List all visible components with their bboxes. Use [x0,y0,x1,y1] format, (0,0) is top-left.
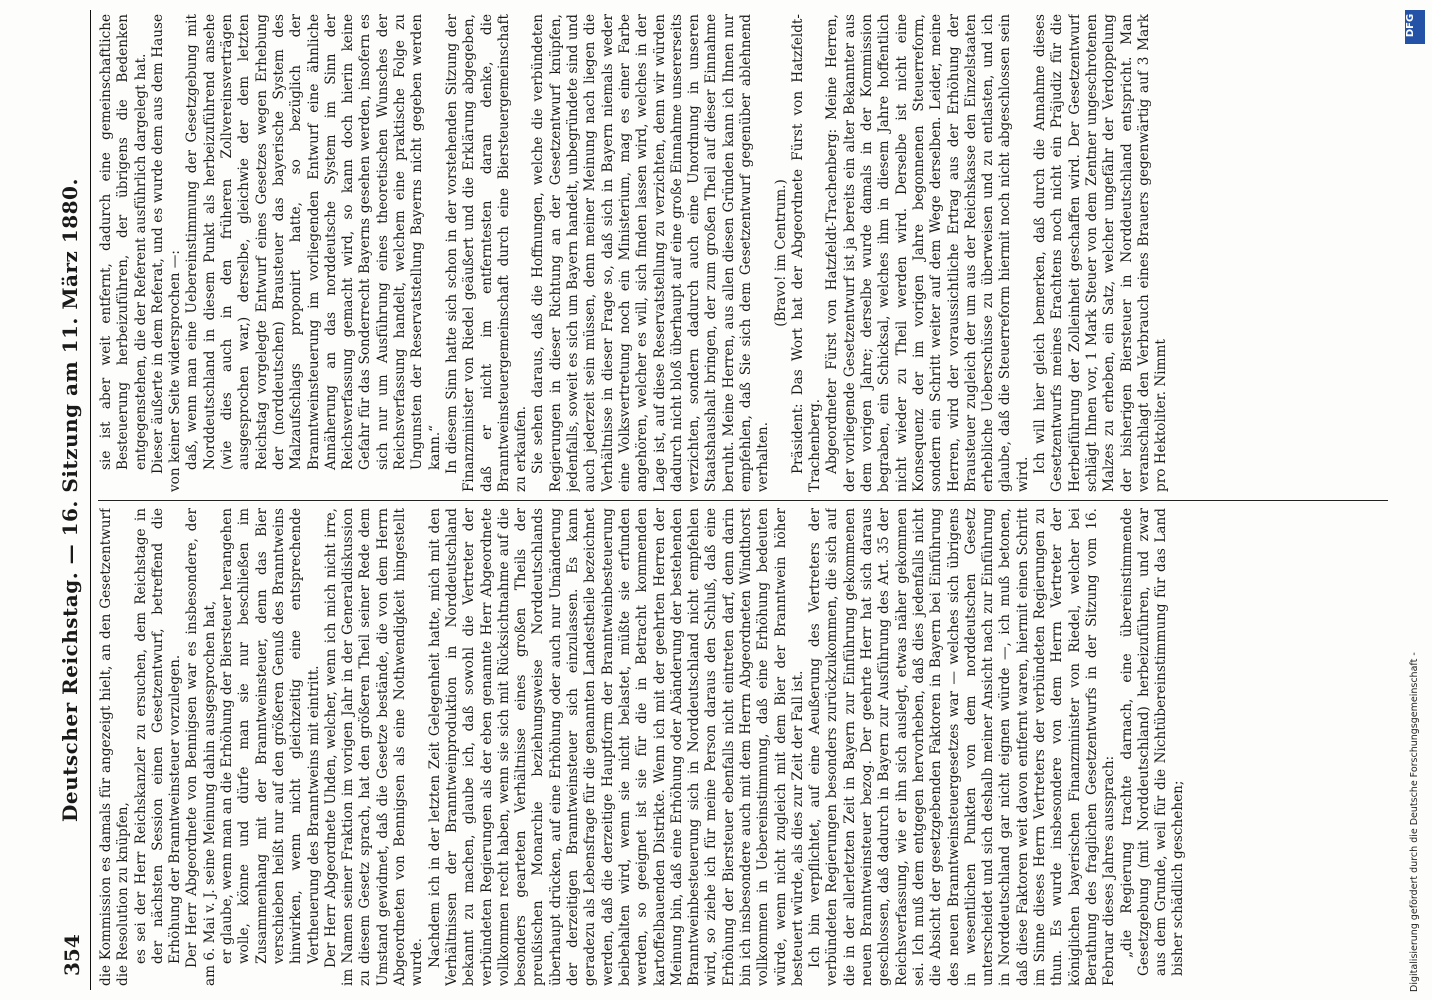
paragraph: Ich bin verpflichtet, auf eine Aeußerung des Vertreters der verbündeten Regierungen besonders zurückzukommen, die sich auf die in der allerletzten Zeit in Bayern zur Einführung gekommenen neuen Branntweinsteuer bezog. Der geehrte Herr hat sich daraus geschlossen, daß dadurch in Bayern zur Ausführung des Art. 35 der Reichsverfassung, wie er ihn sich auslegt, etwas näher gekommen sei. Ich muß dem entgegen hervorheben, daß dies jedenfalls nicht die Absicht der gesetzgebenden Faktoren in Bayern bei Einführung des neuen Branntweinsteuergesetzes war — welches sich übrigens in wesentlichen Punkten von dem norddeutschen Gesetz unterscheidet und sich deshalb meiner Ansicht nach zur Einführung in Norddeutschland gar nicht eignen würde —, ich muß betonen, daß diese Faktoren weit davon entfernt waren, hiermit einen Schritt im Sinne dieses Herrn Vertreters der verbündeten Regierungen zu thun. Es wurde insbesondere von dem Herrn Vertreter der königlichen bayerischen Finanzminister von Riedel, welcher bei Berathung des fraglichen Gesetzentwurfs in der Sitzung vom 16. Februar dieses Jahres aussprach: [807,508,1118,986]
paragraph: Der Herr Abgeordnete Uhden, welcher, wenn ich mich nicht irre, im Namen seiner Fraktion im vorigen Jahr in der Generaldiskussion zu diesem Gesetz sprach, hat den größeren Theil seiner Rede dem Umstand gewidmet, daß die Gesetze bestände, die von dem Herrn Abgeordneten von Bennigsen als eine Nothwendigkeit hingestellt wurde. [322,508,426,986]
paragraph: Präsident: Das Wort hat der Abgeordnete Fürst von Hatzfeldt-Trachenberg. [789,14,824,492]
logo-text: DFG [1405,13,1417,38]
right-column [98,14,1393,492]
paragraph: Der Herr Abgeordnete von Bennigsen war es insbesondere, der am 6. Mai v. J. seine Meinung dahin ausgesprochen hat, [184,508,218,986]
page-number: 354 [60,934,84,976]
paragraph: es sei der Herr Reichskanzler zu ersuchen, dem Reichstage in der nächsten Session einen Gesetzentwurf, betreffend die Erhöhung der Branntweinsteuer vorzulegen. [132,508,184,964]
paragraph: Abgeordneter Fürst von Hatzfeldt-Trachenberg: Meine Herren, der vorliegende Gesetzentwurf ist ja bereits ein alter Bekannter aus dem vorigen Jahre; derselbe wurde damals in der Kommission begraben, ein Schicksal, welches ihm in diesem Jahre hoffentlich nicht wieder zu Theil werden wird. Derselbe ist nicht eine Konsequenz der im vorigen Jahre begonnenen Steuerreform, sondern ein Schritt weiter auf dem Wege derselben. Leider, meine Herren, wird der voraussichtliche Ertrag aus der Erhöhung der Brausteuer zugleich der um aus der Reichskasse den Einzelstaaten erhebliche Ueberschüsse zu überweisen und zu entlasten, und ich glaube, daß die Steuerreform hiermit noch nicht abgeschlossen sein wird. [824,14,1031,492]
digitization-credit [1402,8,1428,992]
column-rule [98,500,1388,501]
text-columns [98,10,1398,990]
credit-text: Digitalisierung gefördert durch die Deutsche Forschungsgemeinschaft - [1409,652,1420,992]
paragraph: die Kommission es damals für angezeigt hielt, an den Gesetzentwurf die Resolution zu knüpfen, [98,508,132,986]
dfg-logo [1405,10,1425,44]
paragraph: „die Regierung trachte darnach, eine übereinstimmende Gesetzgebung (mit Norddeutschland) herbeizuführen, und zwar aus dem Grunde, weil für die Nichtübereinstimmung für das Land bisher schädlich geschehen; [1118,508,1187,976]
paragraph: Dieser äußerte in dem Referat, und es wurde dem aus dem Hause von keiner Seite widersprochen —: [149,14,184,492]
running-title: Deutscher Reichstag. — 16. Sitzung am 11. März 1880. [58,178,82,822]
paragraph: daß, wenn man eine Uebereinstimmung der Gesetzgebung mit Norddeutschland in diesem Punkt als herbeizuführend ansehe (wie dies auch in den früheren Zollvereinsverträgen ausgesprochen war,) derselbe, gleichwie der dem letzten Reichstag vorgelegte Entwurf eines Gesetzes wegen Erhebung der (norddeutschen) Brausteuer das bayerische System des Malzaufschlags proponirt hatte, so bezüglich der Branntweinsteuerung im vorliegenden Entwurf eine ähnliche Annäherung an das norddeutsche System im Sinn der Reichsverfassung gemacht wird, so kann doch hierin keine Gefahr für das Sonderrecht Bayerns gesehen werden, insofern es sich nur um Ausführung eines theoretischen Wunsches der Reichsverfassung handelt, welchem eine praktische Folge zu Ungunsten der Reservatstellung Bayerns nicht gegeben werden kann.“ [184,14,443,470]
paragraph: sie ist aber weit entfernt, dadurch eine gemeinschaftliche Besteuerung herbeizuführen, der übrigens die Bedenken entgegenstehen, die der Referent ausführlich dargelegt hat. [98,14,149,470]
paragraph: In diesem Sinn hatte sich schon in der vorstehenden Sitzung der Finanzminister von Riedel geäußert und die Erklärung abgegeben, daß er nicht im entferntesten daran denke, die Branntweinsteuergemeinschaft durch eine Biersteuergemeinschaft zu erkaufen. [443,14,530,492]
applause-note: (Bravo! im Centrum.) [772,179,789,327]
left-column [98,508,1393,986]
paragraph: er glaube, wenn man an die Erhöhung der Biersteuer herangehen wolle, könne und dürfe man sie nur beschließen im Zusammenhang mit der Branntweinsteuer, denn das Bier verschieben heißt nur auf den größeren Genuß des Branntweins hinwirken, wenn nicht gleichzeitig eine entsprechende Vertheuerung des Branntweins mit eintritt. [219,508,322,964]
running-header [52,10,91,990]
paragraph: Sie sehen daraus, daß die Hoffnungen, welche die verbündeten Regierungen in dieser Richtung an der Gesetzentwurf knüpfen, jedenfalls, soweit es sich um Bayern handelt, unbegründete sind und auch jederzeit sein müssen, denn meiner Meinung nach liegen die Verhältnisse in dieser Frage so, daß sich in Bayern niemals weder eine Volksvertretung noch ein Ministerium, mag es einer Farbe angehören, welcher es will, sich finden lassen wird, welches in der Lage ist, auf diese Reservatstellung zu verzichten, denn wir würden dadurch nicht bloß überhaupt auf eine große Einnahme unsererseits verzichten, sondern dadurch auch eine Unordnung in unseren Staatshaushalt bringen, der zum großen Theil auf dieser Einnahme beruht. Meine Herren, aus allen diesen Gründen kann ich Ihnen nur empfehlen, daß Sie sich dem Gesetzentwurf gegenüber ablehnend verhalten. [530,14,772,492]
paragraph: Nachdem ich in der letzten Zeit Gelegenheit hatte, mich mit den Verhältnissen der Branntweinproduktion in Norddeutschland bekannt zu machen, glaube ich, daß sowohl die Vertreter der verbündeten Regierungen als der eben genannte Herr Abgeordnete vollkommen recht haben, wenn sie sich mit Rücksichtnahme auf die besonders gearteten Verhältnisse eines großen Theils der preußischen Monarchie beziehungsweise Norddeutschlands überhaupt drücken, auf eine Erhöhung oder auch nur Umänderung der derzeitigen Branntweinsteuer sich einzulassen. Es kann geradezu als Lebensfrage für die genannten Landestheile bezeichnet werden, daß die derzeitige Hauptform der Branntweinbesteuerung beibehalten wird, wenn sie nicht belastet, müßte sie erfunden werden, so geeignet ist sie für die in Betracht kommenden kartoffelbauenden Distrikte. Wenn ich mit der geehrten Herren der Meinung bin, daß eine Erhöhung oder Abänderung der bestehenden Branntweinbesteuerung sich in Norddeutschland nicht empfehlen wird, so ziehe ich für meine Person daraus den Schluß, daß eine Erhöhung der Biersteuer ebenfalls nicht eintreten darf, denn darin bin ich insbesondere auch mit dem Herrn Abgeordneten Windthorst vollkommen in Uebereinstimmung, daß eine Erhöhung bedeuten würde, wenn nicht zugleich mit dem Bier der Branntwein höher besteuert würde, als dies zur Zeit der Fall ist. [426,508,806,986]
paragraph: Ich will hier gleich bemerken, daß durch die Annahme dieses Gesetzentwurfs meines Erachtens noch nicht ein Präjudiz für die Herbeiführung der Zolleinheit geschaffen wird. Der Gesetzentwurf schlägt Ihnen vor, 1 Mark Steuer von dem Zentner ungeschrotenen Malzes zu erheben, ein Satz, welcher ungefähr der Verdoppelung der bisherigen Biersteuer in Norddeutschland entspricht. Man veranschlagt den Verbrauch eines Brauers gegenwärtig auf 3 Mark pro Hektoliter. Nimmt [1032,14,1170,492]
